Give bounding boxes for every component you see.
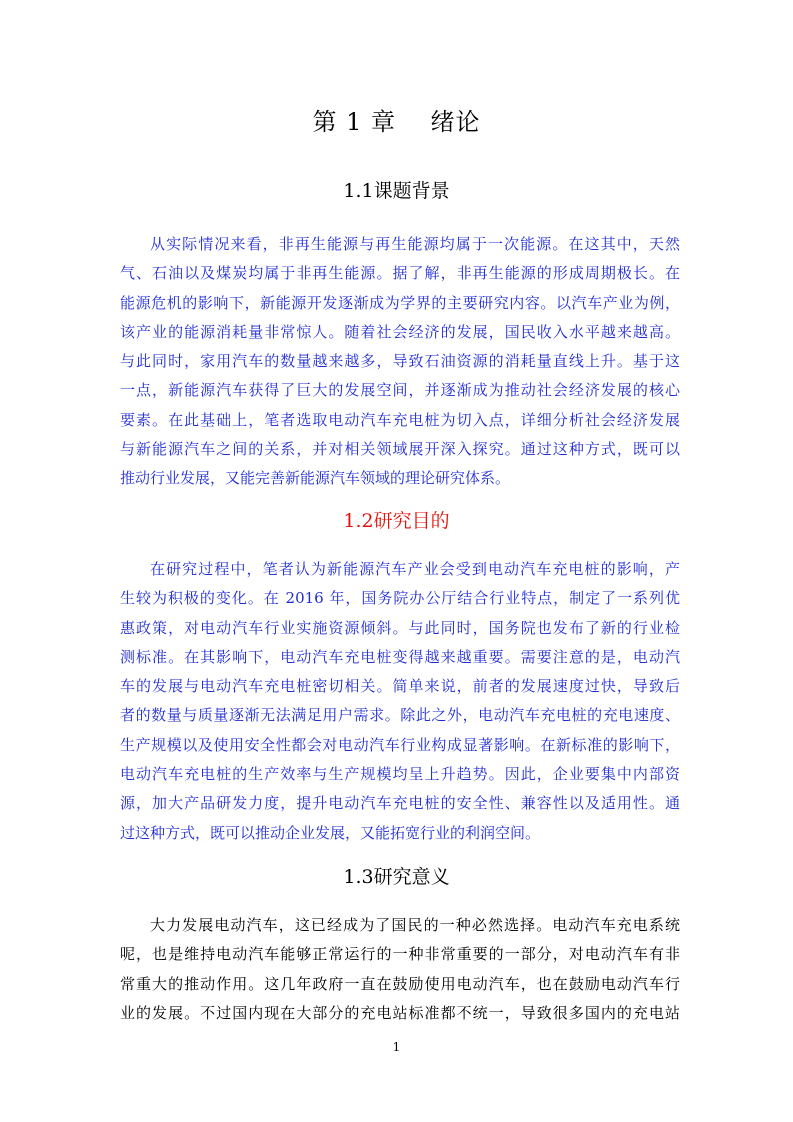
paragraph-line: 大力发展电动汽车，这已经成为了国民的一种必然选择。电动汽车充电系统 <box>150 916 680 934</box>
paragraph-line: 在研究过程中，笔者认为新能源汽车产业会受到电动汽车充电桩的影响，产 <box>150 560 680 578</box>
section-heading-background: 1.1课题背景 <box>343 180 450 202</box>
chapter-title: 第 1 章 绪论 <box>312 108 481 136</box>
paragraph-line: 与此同时，家用汽车的数量越来越多，导致石油资源的消耗量直线上升。基于这 <box>120 352 680 371</box>
paragraph-significance <box>120 911 680 1028</box>
paragraph-line: 推动行业发展，又能完善新能源汽车领域的理论研究体系。 <box>120 469 511 488</box>
paragraph-line: 惠政策，对电动汽车行业实施资源倾斜。与此同时，国务院也发布了新的行业检 <box>120 618 680 637</box>
paragraph-line: 者的数量与质量逐渐无法满足用户需求。除此之外，电动汽车充电桩的充电速度、 <box>120 706 680 725</box>
page-number: 1 <box>392 1040 401 1054</box>
paragraph-line: 呢，也是维持电动汽车能够正常运行的一种非常重要的一部分，对电动汽车有非 <box>120 945 680 964</box>
section-heading-significance: 1.3研究意义 <box>343 866 450 888</box>
paragraph-line: 该产业的能源消耗量非常惊人。随着社会经济的发展，国民收入水平越来越高。 <box>120 322 680 341</box>
paragraph-background <box>120 230 680 494</box>
paragraph-line: 生较为积极的变化。在 2016 年，国务院办公厅结合行业特点，制定了一系列优 <box>120 589 680 608</box>
paragraph-line: 能源危机的影响下，新能源开发逐渐成为学界的主要研究内容。以汽车产业为例， <box>120 293 680 312</box>
paragraph-line: 要素。在此基础上，笔者选取电动汽车充电桩为切入点，详细分析社会经济发展 <box>120 410 680 429</box>
paragraph-purpose <box>120 555 680 848</box>
paragraph-line: 从实际情况来看，非再生能源与再生能源均属于一次能源。在这其中，天然 <box>150 235 680 253</box>
paragraph-line: 车的发展与电动汽车充电桩密切相关。简单来说，前者的发展速度过快，导致后 <box>120 677 680 696</box>
paragraph-line: 电动汽车充电桩的生产效率与生产规模均呈上升趋势。因此，企业要集中内部资 <box>120 765 680 784</box>
paragraph-line: 源，加大产品研发力度，提升电动汽车充电桩的安全性、兼容性以及适用性。通 <box>120 794 680 813</box>
paragraph-line: 生产规模以及使用安全性都会对电动汽车行业构成显著影响。在新标准的影响下， <box>120 735 680 754</box>
paragraph-line: 业的发展。不过国内现在大部分的充电站标准都不统一，导致很多国内的充电站 <box>120 1003 680 1022</box>
paragraph-line: 常重大的推动作用。这几年政府一直在鼓励使用电动汽车，也在鼓励电动汽车行 <box>120 974 680 993</box>
paragraph-line: 与新能源汽车之间的关系，并对相关领域展开深入探究。通过这种方式，既可以 <box>120 440 680 459</box>
paragraph-line: 过这种方式，既可以推动企业发展，又能拓宽行业的利润空间。 <box>120 823 541 842</box>
section-heading-purpose: 1.2研究目的 <box>343 510 450 532</box>
paragraph-line: 气、石油以及煤炭均属于非再生能源。据了解，非再生能源的形成周期极长。在 <box>120 264 680 283</box>
paragraph-line: 测标准。在其影响下，电动汽车充电桩变得越来越重要。需要注意的是，电动汽 <box>120 647 680 666</box>
paragraph-line: 一点，新能源汽车获得了巨大的发展空间，并逐渐成为推动社会经济发展的核心 <box>120 381 680 400</box>
